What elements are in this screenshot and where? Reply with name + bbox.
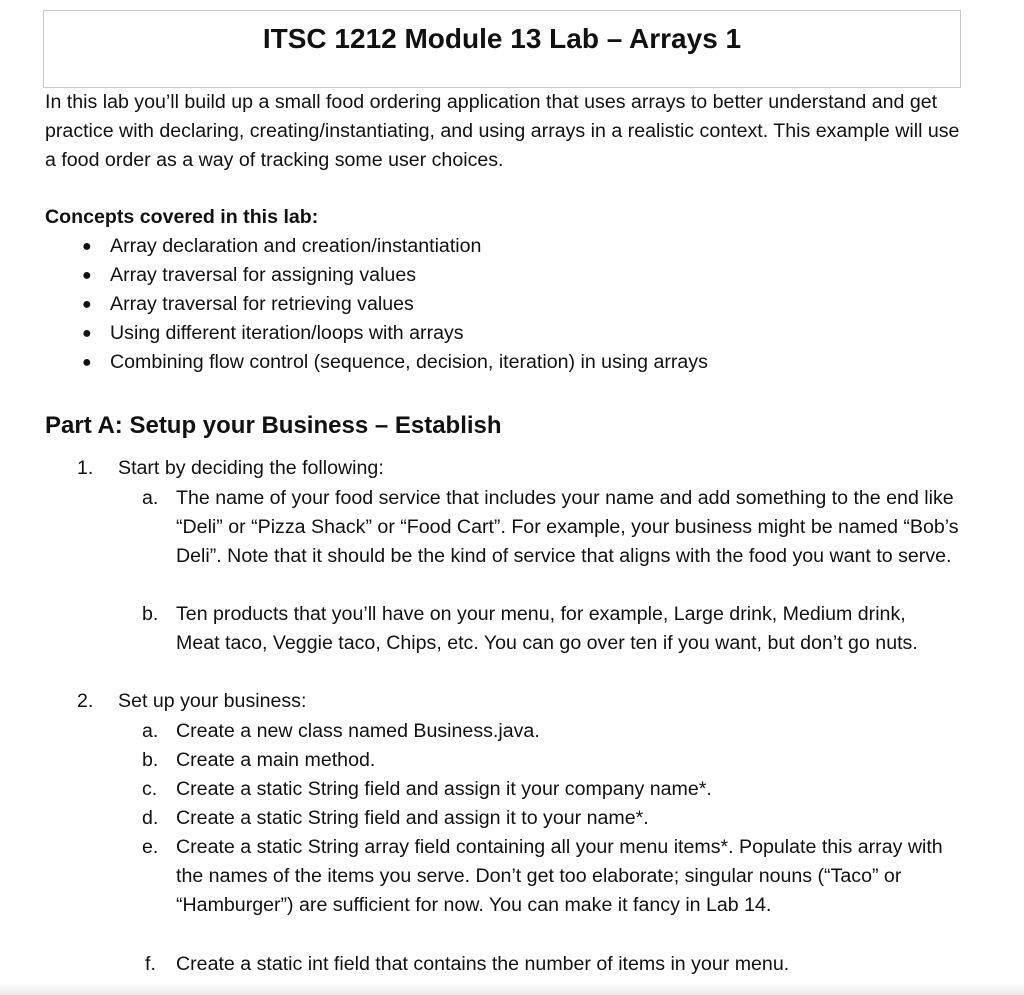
bullet-icon: ● (82, 238, 92, 255)
bullet-icon: ● (82, 325, 92, 342)
subitem-text: Create a static int field that contains the number of items in your menu. (176, 953, 790, 975)
intro-paragraph: In this lab you’ll build up a small food ordering application that uses arrays to better understand and get practice with declaring, creating/instantiating, and using arrays in a realistic context. This example will use a food order as a way of tracking some user choices. (45, 91, 960, 171)
subitem-text: Create a static String array field containing all your menu items*. Populate this array with the names of the items you serve. Don’t get too elaborate; singular nouns (“Taco” or “Hamburger”) are sufficient for now. You can make it fancy in Lab 14. (176, 836, 943, 916)
step-number: 2. (77, 690, 94, 712)
subitem-text: Create a main method. (176, 749, 376, 771)
subitem-text: The name of your food service that includes your name and add something to the end like “Deli” or “Pizza Shack” or “Food Cart”. For example, your business might be named “Bob’s Deli”. Note that it should be the kind of service that aligns with the food you want to serve. (176, 487, 959, 567)
bottom-shade (0, 983, 1024, 995)
step-number: 1. (77, 457, 94, 479)
page-title: ITSC 1212 Module 13 Lab – Arrays 1 (262, 23, 742, 54)
step-text: Start by deciding the following: (118, 457, 384, 479)
concepts-heading: Concepts covered in this lab: (45, 206, 319, 228)
subitem-letter: b. (142, 749, 159, 771)
subitem-text: Create a new class named Business.java. (176, 720, 540, 742)
subitem-letter: c. (142, 778, 158, 800)
subitem-letter: a. (142, 720, 159, 742)
subitem-letter: b. (142, 603, 159, 625)
subitem-letter: d. (142, 807, 159, 829)
part-a-heading: Part A: Setup your Business – Establish (45, 412, 502, 439)
subitem-letter: a. (142, 487, 159, 509)
subitem-letter: e. (142, 836, 159, 858)
subitem-text: Create a static String field and assign it your company name*. (176, 778, 712, 800)
subitem-letter: f. (145, 953, 156, 975)
bullet-icon: ● (82, 267, 92, 284)
step-text: Set up your business: (118, 690, 307, 712)
subitem-text: Ten products that you’ll have on your menu, for example, Large drink, Medium drink, Meat taco, Veggie taco, Chips, etc. You can go over ten if you want, but don’t go nuts. (176, 603, 918, 654)
bullet-icon: ● (82, 296, 92, 313)
bullet-icon: ● (82, 354, 92, 371)
title-box (43, 10, 961, 88)
subitem-text: Create a static String field and assign it to your name*. (176, 807, 649, 829)
